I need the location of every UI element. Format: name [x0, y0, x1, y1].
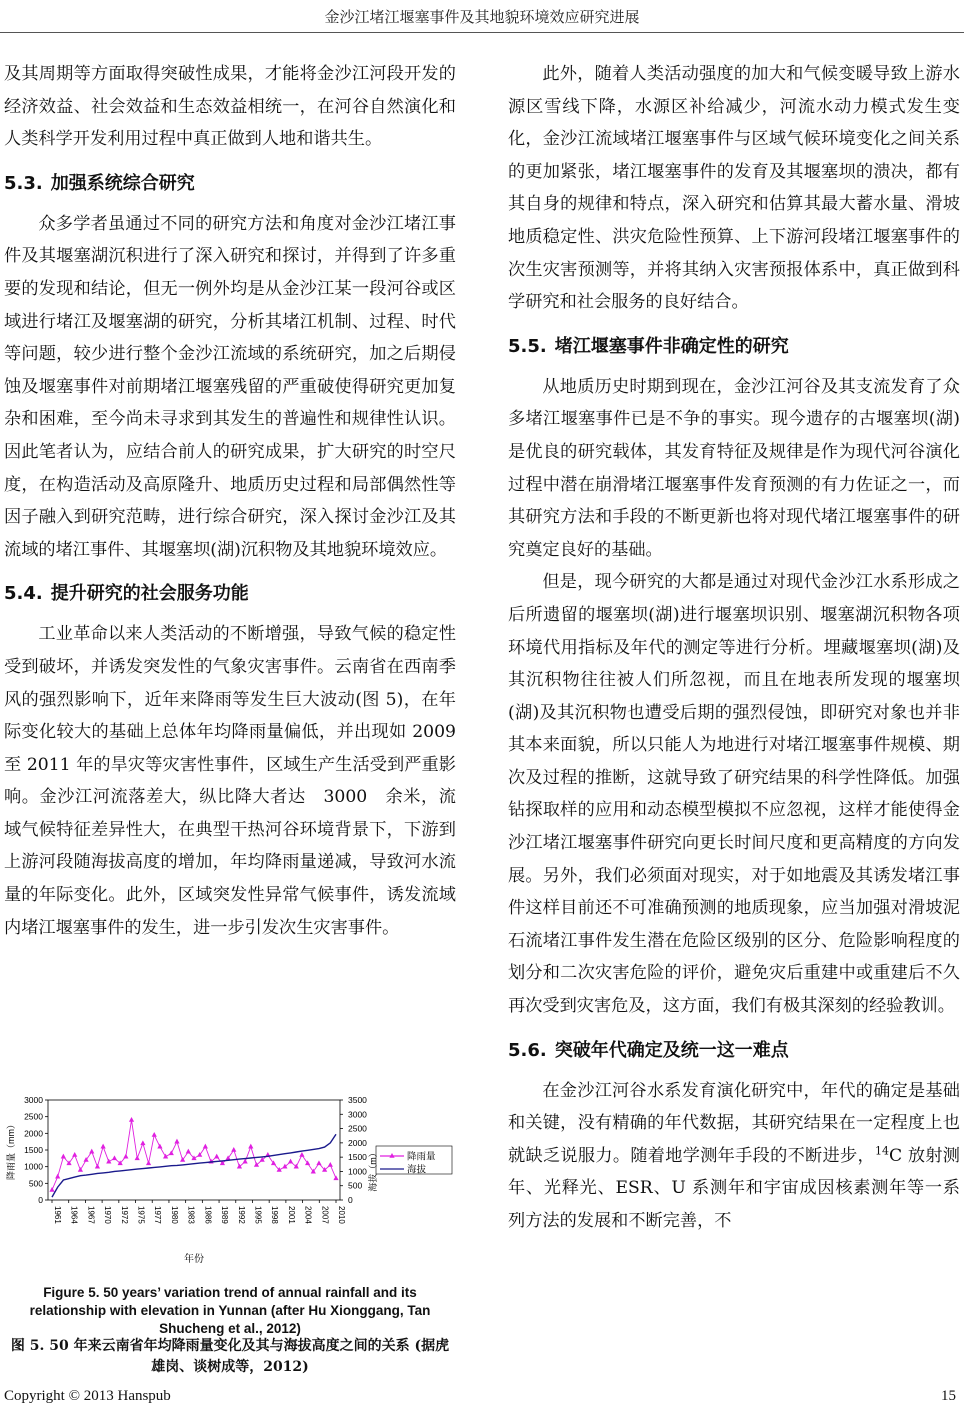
series-point — [186, 1149, 191, 1154]
y-right-tick-label: 1500 — [348, 1152, 367, 1163]
right-paragraph-3: 但是，现今研究的大都是通过对现代金沙江水系形成之后所遗留的堰塞坝(湖)进行堰塞坝识别、堰塞湖沉积物各项环境代用指标及年代的测定等进行分析。埋藏堰塞坝(湖)及其沉积物往往被人们所忽视，而且在地表所发现的堰塞坝(湖)及其沉积物也遭受后期的强烈侵蚀，即研究对象也并非其本来面貌，所以只能人为地进行对堵江堰塞事件规模、期次及过程的推断，这就导致了研究结果的科学性降低。加强钻探取样的应用和动态模型模拟不应忽视，这样才能使得金沙江堵江堰塞事件研究向更长时间尺度和更高精度的方向发展。另外，我们必须面对现实，对于如地震及其诱发堵江事件这样目前还不可准确预测的地质现象，应当加强对滑坡泥石流堵江事件发生潜在危险区级别的区分、危险影响程度的划分和二次灾害危险的评价，避免灾后重建中或重建后不久再次受到灾害危及，这方面，我们有极其深刻的经验教训。 — [508, 572, 960, 1017]
series-point — [157, 1144, 162, 1149]
right-paragraph-4 — [508, 1075, 960, 1238]
y-left-tick-label: 3000 — [24, 1096, 43, 1105]
series-point — [78, 1167, 83, 1172]
running-title: 金沙江堵江堰塞事件及其地貌环境效应研究进展 — [324, 8, 640, 26]
figure-caption-zh: 图 5. 50 年来云南省年均降雨量变化及其与海拔高度之间的关系 (据虎雄岗、谈树成等，2012) — [10, 1338, 450, 1375]
x-tick-label: 1980 — [169, 1206, 179, 1224]
series-point — [72, 1152, 77, 1157]
figure-caption-en: Figure 5. 50 years’ variation trend of annual rainfall and its relationship with elevation in Yunnan (after Hu Xionggang, Tan Shucheng et al., 2012) — [29, 1285, 431, 1336]
series-point — [174, 1139, 179, 1144]
y-left-tick-label: 2000 — [24, 1128, 43, 1139]
y-left-tick-label: 2500 — [24, 1111, 43, 1122]
left-column — [4, 58, 456, 944]
series-point — [101, 1144, 106, 1149]
left-paragraph-3: 工业革命以来人类活动的不断增强，导致气候的稳定性受到破坏，并诱发突发性的气象灾害事件。云南省在西南季风的强烈影响下，近年来降雨等发生巨大波动(图 5)，在年际变化较大的基础上总体年均降雨量偏低，并出现如 2009 至 2011 年的旱灾等灾害性事件，区域生产生活受到严重影响。金沙江河流落差大，纵比降大者达 3000 余米，流域气候特征差异性大，在典型干热河谷环境背景下，下游到上游河段随海拔高度的增加，年均降雨量递减，导致河水流量的年际变化。此外，区域突发性异常气候事件，诱发流域内堵江堰塞事件的发生，进一步引发次生灾害事件。 — [4, 624, 456, 938]
section-title: 加强系统综合研究 — [50, 172, 195, 194]
series-point — [129, 1117, 134, 1122]
rainfall-elevation-chart — [4, 1096, 456, 1272]
x-tick-label: 1970 — [103, 1206, 113, 1224]
x-tick-label: 1989 — [220, 1206, 230, 1224]
legend-label: 海拔 — [407, 1164, 427, 1176]
right-paragraph-2: 从地质历史时期到现在，金沙江河谷及其支流发育了众多堵江堰塞事件已是不争的事实。现今遗存的古堰塞坝(湖)是优良的研究载体，其发育特征及规律是作为现代河谷演化过程中潜在崩滑堵江堰塞事件发育预测的有力佐证之一，而其研究方法和手段的不断更新也将对现代堵江堰塞事件的研究奠定良好的基础。 — [508, 376, 960, 560]
section-5-6-heading — [508, 1037, 960, 1065]
left-paragraph-2: 众多学者虽通过不同的研究方法和角度对金沙江堵江事件及其堰塞湖沉积进行了深入研究和探讨，并得到了许多重要的发现和结论，但无一例外均是从金沙江某一段河谷或区域进行堵江及堰塞湖的研究，分析其堵江机制、过程、时代等问题，较少进行整个金沙江流域的系统研究，加之后期侵蚀及堰塞事件对前期堵江堰塞残留的严重破使得研究更加复杂和困难，至今尚未寻求到其发生的普遍性和规律性认识。因此笔者认为，应结合前人的研究成果，扩大研究的时空尺度，在构造活动及高原隆升、地质历史过程和局部偶然性等因子融入到研究范畴，进行综合研究，深入探讨金沙江及其流域的堵江事件、其堰塞坝(湖)沉积物及其地貌环境效应。 — [4, 213, 456, 560]
y-right-tick-label: 3000 — [348, 1109, 367, 1120]
section-title: 堵江堰塞事件非确定性的研究 — [554, 335, 789, 357]
series-line-1 — [52, 1134, 336, 1197]
series-point — [248, 1144, 253, 1149]
series-point — [254, 1162, 259, 1167]
section-number: 5.6. — [508, 1039, 547, 1061]
x-axis-label: 年份 — [184, 1254, 204, 1265]
y-left-axis-label: 降雨量（mm） — [6, 1120, 16, 1180]
section-5-5-heading — [508, 333, 960, 361]
y-right-tick-label: 3500 — [348, 1096, 367, 1105]
y-left-tick-label: 1000 — [24, 1161, 43, 1172]
y-right-tick-label: 2500 — [348, 1123, 367, 1134]
x-tick-label: 1961 — [53, 1206, 62, 1224]
series-point — [231, 1147, 236, 1152]
series-point — [49, 1187, 54, 1192]
section-number: 5.3. — [4, 172, 43, 194]
series-point — [237, 1164, 242, 1169]
series-point — [112, 1155, 117, 1160]
figure-5 — [4, 1096, 456, 1272]
series-point — [282, 1164, 287, 1169]
section-title: 提升研究的社会服务功能 — [50, 583, 249, 605]
y-right-tick-label: 0 — [348, 1195, 353, 1205]
section-5-4-heading — [4, 580, 456, 608]
x-tick-label: 1972 — [119, 1206, 129, 1224]
page-number: 15 — [941, 1388, 956, 1404]
series-point — [288, 1159, 293, 1164]
y-right-tick-label: 500 — [348, 1180, 363, 1191]
series-point — [89, 1149, 94, 1154]
x-tick-label: 1986 — [203, 1206, 213, 1224]
x-tick-label: 1983 — [186, 1206, 196, 1224]
header-rule — [0, 32, 964, 33]
series-point — [135, 1155, 140, 1160]
series-point — [333, 1175, 338, 1180]
paragraph-text: 在金沙江河谷水系发育演化研究中，年代的确定是基础和关键，没有精确的年代数据，其研究结果在一定程度上也就缺乏说服力。随着地学测年手段的不断进步， — [508, 1080, 960, 1166]
y-right-tick-label: 2000 — [348, 1137, 367, 1148]
x-tick-label: 2001 — [286, 1206, 296, 1224]
paragraph-text: C 放射测年、光释光、ESR、U 系测年和宇宙成因核素测年等一系列方法的发展和不断完善，不 — [508, 1145, 960, 1231]
left-paragraph-1: 及其周期等方面取得突破性成果，才能将金沙江河段开发的经济效益、社会效益和生态效益相统一，在河谷自然演化和人类科学开发利用过程中真正做到人地和谐共生。 — [4, 64, 456, 150]
x-tick-label: 2004 — [303, 1206, 313, 1224]
y-left-tick-label: 1500 — [24, 1145, 43, 1155]
series-point — [299, 1152, 304, 1157]
legend-label: 降雨量 — [407, 1151, 436, 1163]
x-tick-label: 1975 — [136, 1206, 146, 1224]
section-number: 5.4. — [4, 583, 43, 605]
x-tick-label: 1992 — [236, 1206, 246, 1224]
x-tick-label: 1998 — [270, 1206, 280, 1224]
x-tick-label: 1995 — [253, 1206, 263, 1224]
right-paragraph-1: 此外，随着人类活动强度的加大和气候变暖导致上游水源区雪线下降，水源区补给减少，河流水动力模式发生变化，金沙江流域堵江堰塞事件与区域气候环境变化之间关系的更加紧张，堵江堰塞事件的发育及其堰塞坝的溃决，都有其自身的规律和特点，深入研究和估算其最大蓄水量、滑坡地质稳定性、洪灾危险性预算、上下游河段堵江堰塞事件的次生灾害预测等，并将其纳入灾害预报体系中，真正做到科学研究和社会服务的良好结合。 — [508, 64, 960, 313]
isotope-superscript: 14 — [874, 1144, 889, 1158]
series-point — [146, 1160, 151, 1165]
series-point — [328, 1162, 333, 1167]
section-5-3-heading — [4, 170, 456, 198]
x-tick-label: 1967 — [86, 1206, 96, 1224]
x-tick-label: 1964 — [69, 1206, 79, 1224]
x-tick-label: 2007 — [320, 1206, 330, 1224]
series-point — [316, 1160, 321, 1165]
series-line-0 — [52, 1120, 336, 1190]
y-right-axis-label: 海拔（m） — [368, 1148, 378, 1192]
section-number: 5.5. — [508, 335, 547, 357]
x-tick-label: 2010 — [337, 1206, 346, 1224]
series-point — [152, 1132, 157, 1137]
series-point — [61, 1154, 66, 1159]
right-column — [508, 58, 960, 1238]
series-point — [123, 1154, 128, 1159]
section-title: 突破年代确定及统一这一难点 — [554, 1039, 789, 1061]
y-left-tick-label: 0 — [38, 1195, 43, 1205]
series-point — [140, 1140, 145, 1145]
series-point — [214, 1154, 219, 1159]
y-right-tick-label: 1000 — [348, 1166, 367, 1177]
series-point — [55, 1174, 60, 1179]
x-tick-label: 1977 — [153, 1206, 163, 1224]
footer-copyright: Copyright © 2013 Hanspub — [4, 1388, 171, 1404]
y-left-tick-label: 500 — [28, 1178, 43, 1189]
series-point — [203, 1144, 208, 1149]
series-point — [169, 1150, 174, 1155]
series-point — [95, 1164, 100, 1169]
series-point — [294, 1164, 299, 1169]
